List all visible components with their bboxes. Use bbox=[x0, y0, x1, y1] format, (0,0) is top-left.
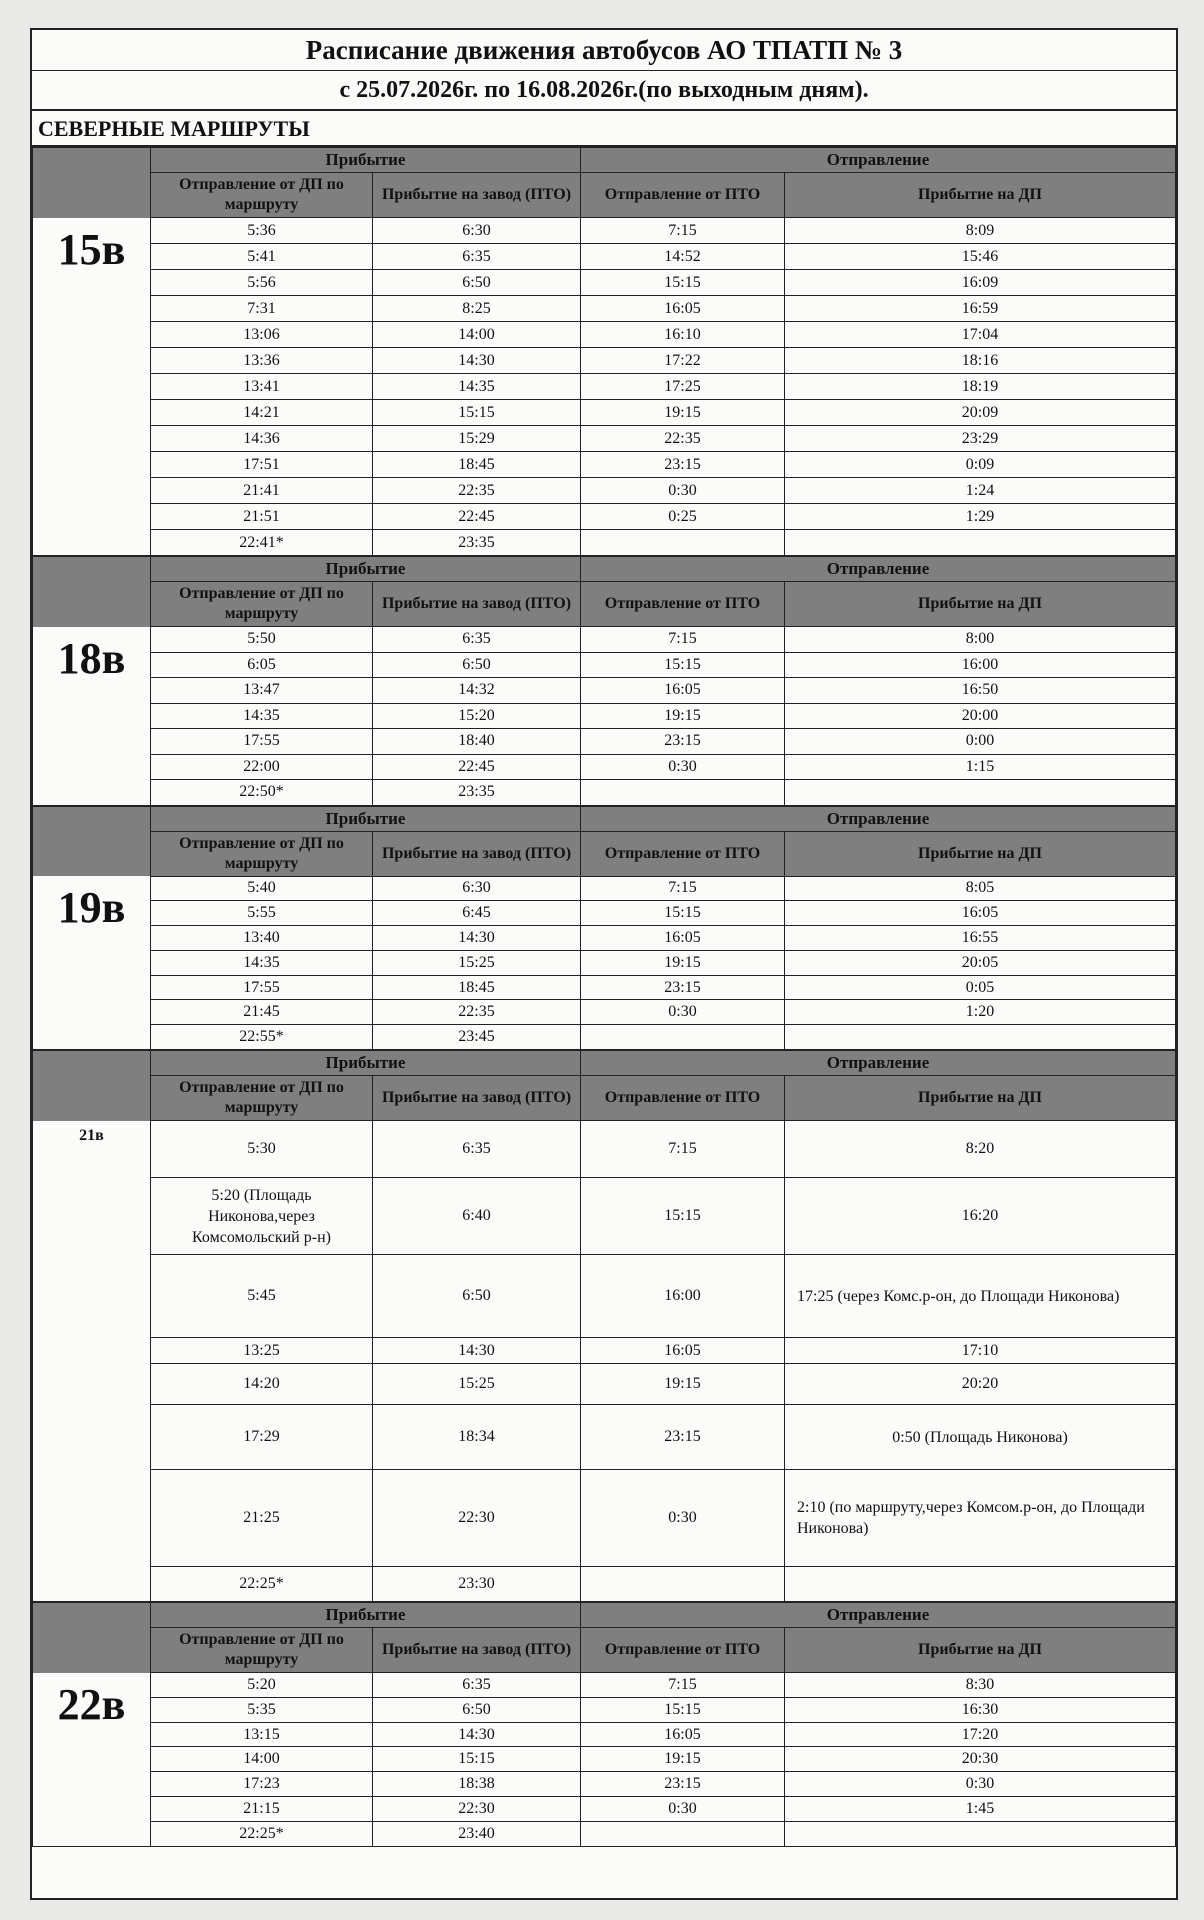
route-number: 15в bbox=[33, 218, 151, 556]
col-arr-plant-header: Прибытие на завод (ПТО) bbox=[373, 831, 581, 876]
table-row bbox=[33, 901, 1176, 926]
cell-dep-pto: 16:05 bbox=[581, 296, 785, 322]
cell-dep-dp: 22:25* bbox=[151, 1821, 373, 1846]
col-arr-dp-header: Прибытие на ДП bbox=[785, 582, 1176, 627]
cell-dep-dp: 6:05 bbox=[151, 652, 373, 678]
cell-arr-dp: 20:09 bbox=[785, 400, 1176, 426]
cell-dep-pto: 16:05 bbox=[581, 1338, 785, 1364]
cell-arr-dp: 16:50 bbox=[785, 678, 1176, 704]
cell-dep-dp: 14:00 bbox=[151, 1747, 373, 1772]
cell-arr-plant: 6:35 bbox=[373, 244, 581, 270]
cell-arr-plant: 18:45 bbox=[373, 975, 581, 1000]
cell-arr-plant: 14:00 bbox=[373, 322, 581, 348]
route-table bbox=[32, 806, 1176, 1051]
cell-dep-dp: 17:23 bbox=[151, 1772, 373, 1797]
table-row bbox=[33, 1364, 1176, 1405]
cell-arr-plant: 8:25 bbox=[373, 296, 581, 322]
cell-dep-pto bbox=[581, 1567, 785, 1602]
cell-arr-dp: 1:24 bbox=[785, 478, 1176, 504]
cell-arr-dp: 16:20 bbox=[785, 1178, 1176, 1255]
cell-dep-dp: 17:29 bbox=[151, 1405, 373, 1470]
cell-dep-pto: 7:15 bbox=[581, 1121, 785, 1178]
table-row bbox=[33, 1567, 1176, 1602]
cell-dep-dp: 13:41 bbox=[151, 374, 373, 400]
arrival-group-header: Прибытие bbox=[151, 557, 581, 582]
cell-arr-dp: 0:00 bbox=[785, 729, 1176, 755]
departure-group-header: Отправление bbox=[581, 1051, 1176, 1076]
cell-dep-dp: 5:20 bbox=[151, 1673, 373, 1698]
table-row bbox=[33, 1178, 1176, 1255]
table-row bbox=[33, 530, 1176, 556]
col-arr-plant-header: Прибытие на завод (ПТО) bbox=[373, 1076, 581, 1121]
schedule-sheet bbox=[30, 28, 1178, 1900]
table-row bbox=[33, 1821, 1176, 1846]
cell-arr-plant: 6:30 bbox=[373, 876, 581, 901]
col-arr-plant-header: Прибытие на завод (ПТО) bbox=[373, 582, 581, 627]
table-row bbox=[33, 400, 1176, 426]
cell-arr-plant: 15:25 bbox=[373, 950, 581, 975]
cell-dep-dp: 13:36 bbox=[151, 348, 373, 374]
cell-arr-plant: 6:30 bbox=[373, 218, 581, 244]
cell-dep-dp: 5:35 bbox=[151, 1697, 373, 1722]
cell-dep-pto: 7:15 bbox=[581, 627, 785, 653]
cell-dep-pto: 15:15 bbox=[581, 901, 785, 926]
cell-dep-dp: 14:21 bbox=[151, 400, 373, 426]
cell-arr-plant: 18:40 bbox=[373, 729, 581, 755]
cell-dep-dp: 17:55 bbox=[151, 975, 373, 1000]
cell-dep-dp: 22:00 bbox=[151, 754, 373, 780]
cell-arr-plant: 15:20 bbox=[373, 703, 581, 729]
cell-dep-pto: 16:05 bbox=[581, 678, 785, 704]
table-row bbox=[33, 1000, 1176, 1025]
cell-dep-pto: 0:30 bbox=[581, 478, 785, 504]
table-row bbox=[33, 1121, 1176, 1178]
cell-arr-plant: 6:35 bbox=[373, 627, 581, 653]
cell-dep-pto: 0:30 bbox=[581, 1000, 785, 1025]
cell-arr-dp: 8:05 bbox=[785, 876, 1176, 901]
table-row bbox=[33, 1673, 1176, 1698]
cell-dep-dp: 17:51 bbox=[151, 452, 373, 478]
route-header-blank bbox=[33, 557, 151, 627]
cell-dep-pto: 23:15 bbox=[581, 1405, 785, 1470]
cell-dep-dp: 5:40 bbox=[151, 876, 373, 901]
cell-arr-plant: 14:35 bbox=[373, 374, 581, 400]
table-row bbox=[33, 426, 1176, 452]
cell-dep-pto: 7:15 bbox=[581, 876, 785, 901]
cell-dep-pto: 19:15 bbox=[581, 703, 785, 729]
cell-arr-plant: 23:30 bbox=[373, 1567, 581, 1602]
cell-dep-pto: 17:25 bbox=[581, 374, 785, 400]
cell-arr-plant: 14:30 bbox=[373, 1722, 581, 1747]
col-dep-pto-header: Отправление от ПТО bbox=[581, 831, 785, 876]
departure-group-header: Отправление bbox=[581, 1603, 1176, 1628]
route-number: 19в bbox=[33, 876, 151, 1050]
cell-arr-plant: 22:35 bbox=[373, 1000, 581, 1025]
cell-arr-dp: 16:30 bbox=[785, 1697, 1176, 1722]
cell-arr-dp: 16:05 bbox=[785, 901, 1176, 926]
route-header-blank bbox=[33, 1051, 151, 1121]
cell-dep-dp: 5:36 bbox=[151, 218, 373, 244]
cell-arr-dp: 16:09 bbox=[785, 270, 1176, 296]
cell-dep-pto: 23:15 bbox=[581, 1772, 785, 1797]
table-row bbox=[33, 244, 1176, 270]
table-row bbox=[33, 1722, 1176, 1747]
table-row bbox=[33, 1405, 1176, 1470]
col-arr-dp-header: Прибытие на ДП bbox=[785, 1628, 1176, 1673]
cell-arr-dp: 16:59 bbox=[785, 296, 1176, 322]
cell-dep-pto bbox=[581, 530, 785, 556]
cell-arr-plant: 14:32 bbox=[373, 678, 581, 704]
cell-dep-pto: 22:35 bbox=[581, 426, 785, 452]
cell-arr-plant: 22:30 bbox=[373, 1470, 581, 1567]
table-row bbox=[33, 218, 1176, 244]
routes-container bbox=[32, 147, 1176, 1847]
route-table bbox=[32, 556, 1176, 806]
col-dep-dp-header: Отправление от ДП по маршруту bbox=[151, 173, 373, 218]
cell-dep-pto: 23:15 bbox=[581, 729, 785, 755]
cell-arr-plant: 15:25 bbox=[373, 1364, 581, 1405]
cell-dep-pto: 15:15 bbox=[581, 270, 785, 296]
cell-arr-dp: 15:46 bbox=[785, 244, 1176, 270]
col-dep-dp-header: Отправление от ДП по маршруту bbox=[151, 582, 373, 627]
cell-dep-pto: 14:52 bbox=[581, 244, 785, 270]
cell-arr-plant: 6:35 bbox=[373, 1673, 581, 1698]
table-row bbox=[33, 627, 1176, 653]
cell-dep-pto bbox=[581, 1025, 785, 1050]
cell-arr-dp: 8:30 bbox=[785, 1673, 1176, 1698]
route-number: 22в bbox=[33, 1673, 151, 1847]
cell-dep-dp: 21:25 bbox=[151, 1470, 373, 1567]
cell-dep-dp: 22:55* bbox=[151, 1025, 373, 1050]
cell-arr-dp: 17:20 bbox=[785, 1722, 1176, 1747]
cell-arr-dp: 8:09 bbox=[785, 218, 1176, 244]
cell-dep-dp: 7:31 bbox=[151, 296, 373, 322]
cell-arr-plant: 23:40 bbox=[373, 1821, 581, 1846]
cell-arr-dp: 1:45 bbox=[785, 1797, 1176, 1822]
title-box bbox=[32, 30, 1176, 111]
cell-dep-pto: 15:15 bbox=[581, 1178, 785, 1255]
validity-period: с 25.07.2026г. по 16.08.2026г.(по выходным дням). bbox=[339, 77, 869, 103]
cell-dep-pto: 16:10 bbox=[581, 322, 785, 348]
cell-arr-dp bbox=[785, 1821, 1176, 1846]
page-title: Расписание движения автобусов АО ТПАТП № 3 bbox=[32, 30, 1176, 71]
table-row bbox=[33, 1470, 1176, 1567]
cell-dep-dp: 5:55 bbox=[151, 901, 373, 926]
cell-arr-plant: 14:30 bbox=[373, 1338, 581, 1364]
section-title: СЕВЕРНЫЕ МАРШРУТЫ bbox=[32, 111, 1176, 147]
cell-dep-pto: 7:15 bbox=[581, 218, 785, 244]
col-arr-dp-header: Прибытие на ДП bbox=[785, 173, 1176, 218]
table-row bbox=[33, 1772, 1176, 1797]
route-table bbox=[32, 1602, 1176, 1847]
cell-dep-dp: 14:35 bbox=[151, 950, 373, 975]
route-header-blank bbox=[33, 1603, 151, 1673]
cell-dep-dp: 5:20 (Площадь Никонова,через Комсомольский р-н) bbox=[151, 1178, 373, 1255]
cell-dep-pto: 0:30 bbox=[581, 1470, 785, 1567]
col-arr-dp-header: Прибытие на ДП bbox=[785, 831, 1176, 876]
cell-dep-dp: 13:25 bbox=[151, 1338, 373, 1364]
cell-dep-pto: 19:15 bbox=[581, 950, 785, 975]
col-dep-pto-header: Отправление от ПТО bbox=[581, 582, 785, 627]
departure-group-header: Отправление bbox=[581, 806, 1176, 831]
table-row bbox=[33, 270, 1176, 296]
arrival-group-header: Прибытие bbox=[151, 806, 581, 831]
cell-dep-dp: 5:56 bbox=[151, 270, 373, 296]
cell-dep-pto: 19:15 bbox=[581, 400, 785, 426]
table-row bbox=[33, 926, 1176, 951]
table-row bbox=[33, 504, 1176, 530]
cell-arr-dp: 17:04 bbox=[785, 322, 1176, 348]
cell-dep-dp: 13:15 bbox=[151, 1722, 373, 1747]
col-dep-pto-header: Отправление от ПТО bbox=[581, 1628, 785, 1673]
cell-arr-plant: 22:35 bbox=[373, 478, 581, 504]
cell-dep-pto: 0:30 bbox=[581, 1797, 785, 1822]
route-number: 18в bbox=[33, 627, 151, 806]
table-row bbox=[33, 322, 1176, 348]
cell-dep-dp: 14:20 bbox=[151, 1364, 373, 1405]
cell-arr-dp bbox=[785, 1567, 1176, 1602]
cell-dep-dp: 17:55 bbox=[151, 729, 373, 755]
table-row bbox=[33, 1747, 1176, 1772]
table-row bbox=[33, 1255, 1176, 1338]
cell-dep-pto: 23:15 bbox=[581, 975, 785, 1000]
cell-dep-dp: 13:40 bbox=[151, 926, 373, 951]
col-arr-plant-header: Прибытие на завод (ПТО) bbox=[373, 173, 581, 218]
table-row bbox=[33, 950, 1176, 975]
cell-arr-dp bbox=[785, 780, 1176, 806]
cell-dep-dp: 21:41 bbox=[151, 478, 373, 504]
col-arr-dp-header: Прибытие на ДП bbox=[785, 1076, 1176, 1121]
cell-dep-pto: 0:30 bbox=[581, 754, 785, 780]
cell-dep-dp: 13:47 bbox=[151, 678, 373, 704]
cell-arr-dp bbox=[785, 530, 1176, 556]
cell-arr-dp: 2:10 (по маршруту,через Комсом.р-он, до Площади Никонова) bbox=[785, 1470, 1176, 1567]
col-dep-dp-header: Отправление от ДП по маршруту bbox=[151, 1628, 373, 1673]
cell-dep-dp: 5:45 bbox=[151, 1255, 373, 1338]
cell-arr-dp: 20:05 bbox=[785, 950, 1176, 975]
table-row bbox=[33, 729, 1176, 755]
cell-arr-plant: 6:40 bbox=[373, 1178, 581, 1255]
cell-dep-pto: 16:05 bbox=[581, 1722, 785, 1747]
cell-arr-dp bbox=[785, 1025, 1176, 1050]
cell-arr-plant: 18:45 bbox=[373, 452, 581, 478]
cell-arr-plant: 15:15 bbox=[373, 1747, 581, 1772]
route-header-blank bbox=[33, 806, 151, 876]
cell-dep-pto: 16:00 bbox=[581, 1255, 785, 1338]
table-row bbox=[33, 348, 1176, 374]
col-arr-plant-header: Прибытие на завод (ПТО) bbox=[373, 1628, 581, 1673]
route-table bbox=[32, 1050, 1176, 1602]
cell-arr-dp: 0:30 bbox=[785, 1772, 1176, 1797]
route-header-blank bbox=[33, 148, 151, 218]
cell-dep-dp: 21:51 bbox=[151, 504, 373, 530]
cell-dep-pto: 7:15 bbox=[581, 1673, 785, 1698]
cell-arr-dp: 1:15 bbox=[785, 754, 1176, 780]
arrival-group-header: Прибытие bbox=[151, 1051, 581, 1076]
cell-arr-dp: 18:16 bbox=[785, 348, 1176, 374]
cell-arr-dp: 20:30 bbox=[785, 1747, 1176, 1772]
cell-arr-plant: 22:30 bbox=[373, 1797, 581, 1822]
cell-arr-dp: 8:00 bbox=[785, 627, 1176, 653]
cell-dep-pto: 0:25 bbox=[581, 504, 785, 530]
cell-arr-dp: 1:20 bbox=[785, 1000, 1176, 1025]
table-row bbox=[33, 478, 1176, 504]
table-row bbox=[33, 1797, 1176, 1822]
col-dep-pto-header: Отправление от ПТО bbox=[581, 173, 785, 218]
cell-arr-dp: 0:09 bbox=[785, 452, 1176, 478]
arrival-group-header: Прибытие bbox=[151, 148, 581, 173]
cell-arr-dp: 16:55 bbox=[785, 926, 1176, 951]
cell-dep-pto bbox=[581, 780, 785, 806]
cell-arr-plant: 15:15 bbox=[373, 400, 581, 426]
cell-dep-pto: 15:15 bbox=[581, 1697, 785, 1722]
col-dep-dp-header: Отправление от ДП по маршруту bbox=[151, 831, 373, 876]
cell-dep-dp: 14:35 bbox=[151, 703, 373, 729]
table-row bbox=[33, 876, 1176, 901]
table-row bbox=[33, 678, 1176, 704]
cell-arr-plant: 6:50 bbox=[373, 1255, 581, 1338]
cell-dep-dp: 22:41* bbox=[151, 530, 373, 556]
cell-arr-plant: 23:45 bbox=[373, 1025, 581, 1050]
cell-arr-plant: 6:50 bbox=[373, 652, 581, 678]
cell-arr-plant: 23:35 bbox=[373, 530, 581, 556]
cell-arr-plant: 6:45 bbox=[373, 901, 581, 926]
arrival-group-header: Прибытие bbox=[151, 1603, 581, 1628]
route-table bbox=[32, 147, 1176, 556]
cell-dep-pto: 16:05 bbox=[581, 926, 785, 951]
cell-arr-plant: 14:30 bbox=[373, 926, 581, 951]
cell-dep-dp: 22:50* bbox=[151, 780, 373, 806]
cell-dep-pto bbox=[581, 1821, 785, 1846]
cell-arr-plant: 18:34 bbox=[373, 1405, 581, 1470]
cell-arr-plant: 14:30 bbox=[373, 348, 581, 374]
cell-arr-dp: 0:05 bbox=[785, 975, 1176, 1000]
table-row bbox=[33, 780, 1176, 806]
cell-arr-plant: 22:45 bbox=[373, 504, 581, 530]
cell-arr-dp: 20:20 bbox=[785, 1364, 1176, 1405]
departure-group-header: Отправление bbox=[581, 557, 1176, 582]
cell-dep-dp: 22:25* bbox=[151, 1567, 373, 1602]
cell-arr-plant: 15:29 bbox=[373, 426, 581, 452]
table-row bbox=[33, 1697, 1176, 1722]
cell-dep-pto: 23:15 bbox=[581, 452, 785, 478]
cell-dep-dp: 5:41 bbox=[151, 244, 373, 270]
table-row bbox=[33, 1338, 1176, 1364]
table-row bbox=[33, 703, 1176, 729]
cell-arr-dp: 8:20 bbox=[785, 1121, 1176, 1178]
cell-arr-dp: 17:10 bbox=[785, 1338, 1176, 1364]
cell-dep-pto: 17:22 bbox=[581, 348, 785, 374]
cell-arr-dp: 20:00 bbox=[785, 703, 1176, 729]
cell-dep-pto: 15:15 bbox=[581, 652, 785, 678]
cell-arr-plant: 6:50 bbox=[373, 1697, 581, 1722]
col-dep-dp-header: Отправление от ДП по маршруту bbox=[151, 1076, 373, 1121]
table-row bbox=[33, 374, 1176, 400]
cell-dep-dp: 21:15 bbox=[151, 1797, 373, 1822]
cell-dep-dp: 13:06 bbox=[151, 322, 373, 348]
cell-arr-plant: 22:45 bbox=[373, 754, 581, 780]
table-row bbox=[33, 652, 1176, 678]
cell-dep-dp: 21:45 bbox=[151, 1000, 373, 1025]
departure-group-header: Отправление bbox=[581, 148, 1176, 173]
table-row bbox=[33, 452, 1176, 478]
col-dep-pto-header: Отправление от ПТО bbox=[581, 1076, 785, 1121]
cell-dep-dp: 14:36 bbox=[151, 426, 373, 452]
cell-arr-plant: 18:38 bbox=[373, 1772, 581, 1797]
cell-arr-dp: 1:29 bbox=[785, 504, 1176, 530]
cell-arr-dp: 23:29 bbox=[785, 426, 1176, 452]
cell-arr-dp: 16:00 bbox=[785, 652, 1176, 678]
table-row bbox=[33, 1025, 1176, 1050]
cell-dep-dp: 5:30 bbox=[151, 1121, 373, 1178]
cell-arr-plant: 6:35 bbox=[373, 1121, 581, 1178]
cell-arr-plant: 6:50 bbox=[373, 270, 581, 296]
cell-arr-dp: 0:50 (Площадь Никонова) bbox=[785, 1405, 1176, 1470]
table-row bbox=[33, 296, 1176, 322]
cell-dep-pto: 19:15 bbox=[581, 1747, 785, 1772]
cell-arr-dp: 17:25 (через Комс.р-он, до Площади Никонова) bbox=[785, 1255, 1176, 1338]
cell-arr-dp: 18:19 bbox=[785, 374, 1176, 400]
route-number: 21в bbox=[33, 1121, 151, 1602]
table-row bbox=[33, 975, 1176, 1000]
table-row bbox=[33, 754, 1176, 780]
cell-arr-plant: 23:35 bbox=[373, 780, 581, 806]
cell-dep-dp: 5:50 bbox=[151, 627, 373, 653]
cell-dep-pto: 19:15 bbox=[581, 1364, 785, 1405]
